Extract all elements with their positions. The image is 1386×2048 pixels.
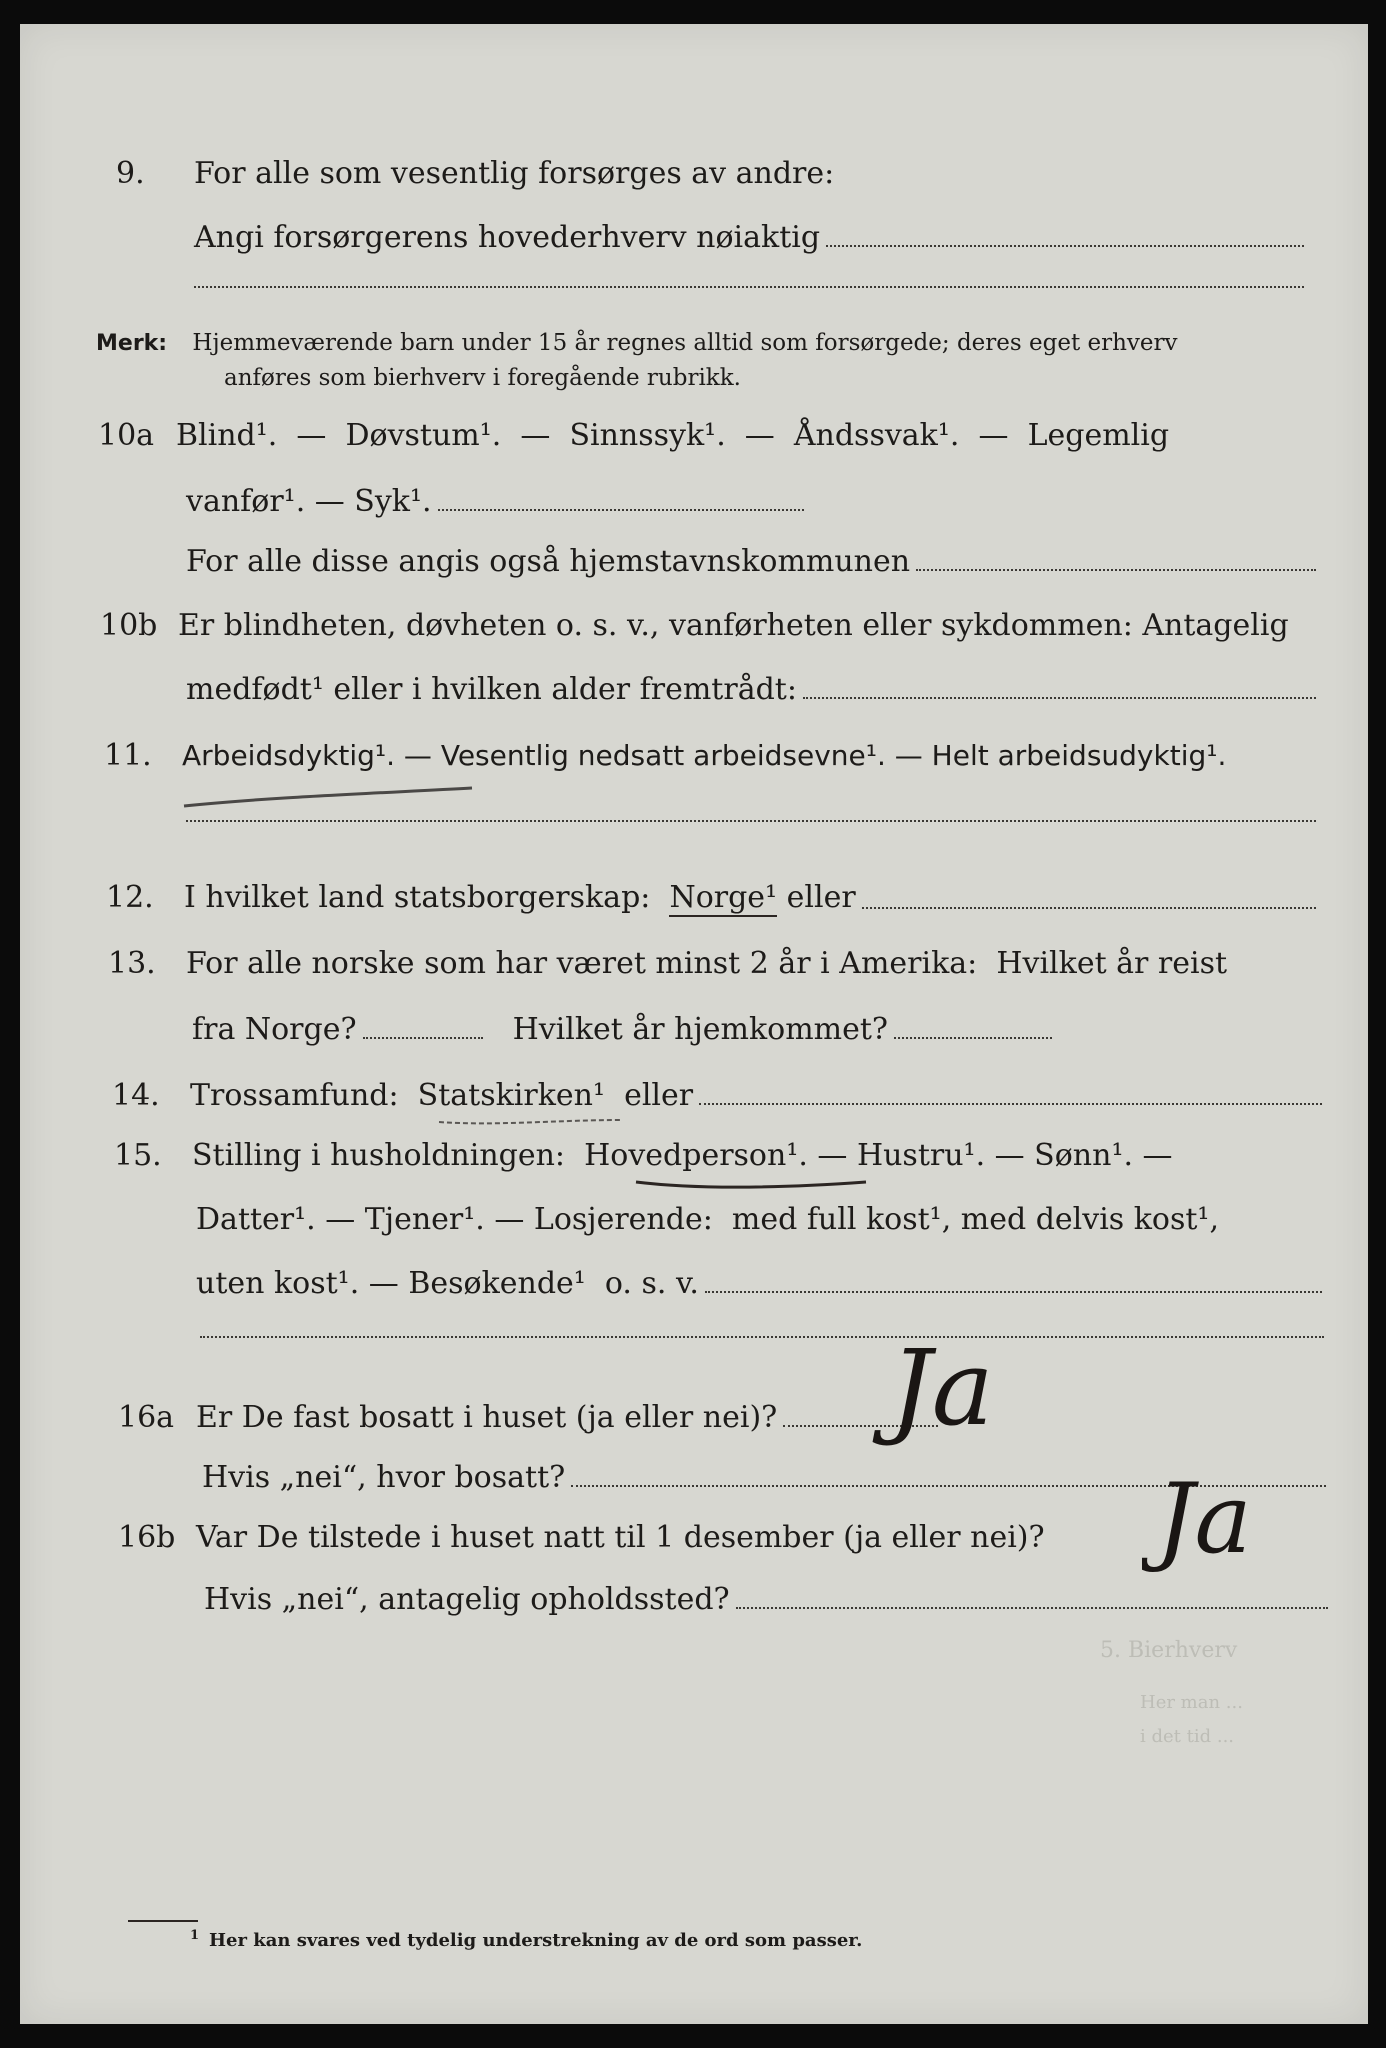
q10a-number: 10a bbox=[98, 418, 155, 453]
q9-answer-line[interactable] bbox=[826, 244, 1304, 247]
q10b-answer-line[interactable] bbox=[803, 696, 1316, 699]
q15-line3 bbox=[196, 1266, 1322, 1301]
q12-number: 12. bbox=[106, 880, 154, 915]
q15-line1 bbox=[114, 1138, 1336, 1173]
q16a-number: 16a bbox=[118, 1400, 175, 1435]
q14-handwritten-underline bbox=[436, 1114, 626, 1130]
merk-text-line1: Hjemmeværende barn under 15 år regnes alltid som forsørgede; deres eget erhverv bbox=[192, 330, 1178, 356]
q9-line1 bbox=[116, 156, 1296, 191]
q10a-line1 bbox=[98, 418, 1318, 453]
q16b-answer-text: Ja bbox=[1156, 1463, 1252, 1575]
q14-number: 14. bbox=[112, 1078, 160, 1113]
footnote-marker: 1 bbox=[190, 1928, 200, 1943]
q12-answer-line[interactable] bbox=[862, 906, 1316, 909]
q14-or: eller bbox=[605, 1078, 694, 1113]
q13-returned-label: Hvilket år hjemkommet? bbox=[512, 1012, 889, 1047]
q15-answer-line[interactable] bbox=[705, 1290, 1322, 1293]
q14-option-state-church[interactable]: Statskirken¹ bbox=[417, 1078, 606, 1113]
q13-left-norway-label: fra Norge? bbox=[192, 1012, 357, 1047]
q16b-location-label: Hvis „nei“, antagelig opholdssted? bbox=[204, 1582, 730, 1617]
q13-line1 bbox=[108, 946, 1330, 981]
merk-note bbox=[96, 326, 1178, 395]
q16a-elsewhere-label: Hvis „nei“, hvor bosatt? bbox=[202, 1460, 566, 1495]
q15-line2 bbox=[196, 1202, 1336, 1237]
q13-left-year-line[interactable] bbox=[363, 1036, 483, 1039]
q14-answer-line[interactable] bbox=[699, 1102, 1322, 1105]
footnote-rule bbox=[128, 1920, 198, 1922]
q15-answer-line-2[interactable] bbox=[200, 1336, 1324, 1338]
q10a-answer-line[interactable] bbox=[438, 508, 804, 511]
bleed-through-text-2: i det tid ... bbox=[1140, 1726, 1235, 1747]
q14-line bbox=[112, 1078, 1322, 1113]
merk-text-line2: anføres som bierhverv i foregående rubrikk. bbox=[224, 365, 741, 391]
footnote-text: Her kan svares ved tydelig understrekning av de ord som passer. bbox=[209, 1930, 863, 1951]
q10a-line3 bbox=[186, 544, 1316, 579]
q16a-answer-text: Ja bbox=[890, 1327, 994, 1449]
q16a-question: Er De fast bosatt i huset (ja eller nei)? bbox=[196, 1400, 778, 1435]
footnote bbox=[190, 1928, 862, 1951]
q10b-question: Er blindheten, døvheten o. s. v., vanførheten eller sykdommen: Antagelig bbox=[178, 608, 1289, 643]
q10a-options-cont: vanfør¹. — Syk¹. bbox=[186, 484, 432, 519]
q13-number: 13. bbox=[108, 946, 156, 981]
q16b-handwritten-answer bbox=[1142, 1454, 1348, 1594]
q9-question: For alle som vesentlig forsørges av andre: bbox=[194, 156, 835, 191]
q15-option-head[interactable]: Hovedperson¹ bbox=[584, 1138, 799, 1173]
q10b-line1 bbox=[100, 608, 1330, 643]
q15-handwritten-underline bbox=[632, 1172, 872, 1196]
q10b-line2 bbox=[186, 672, 1316, 707]
q10a-options: Blind¹. — Døvstum¹. — Sinnssyk¹. — Åndssvak¹. — Legemlig bbox=[176, 418, 1170, 453]
census-form-page bbox=[20, 24, 1368, 2024]
q12-question: I hvilket land statsborgerskap: bbox=[184, 880, 670, 915]
q10b-number: 10b bbox=[100, 608, 158, 643]
q11-number: 11. bbox=[104, 738, 152, 773]
q15-options-end: uten kost¹. — Besøkende¹ o. s. v. bbox=[196, 1266, 699, 1301]
q16b-location-line[interactable] bbox=[736, 1606, 1328, 1609]
q15-number: 15. bbox=[114, 1138, 162, 1173]
q13-question: For alle norske som har været minst 2 år i Amerika: Hvilket år reist bbox=[186, 946, 1228, 981]
merk-label: Merk: bbox=[96, 331, 168, 356]
q15-question: Stilling i husholdningen: bbox=[192, 1138, 585, 1173]
q9-provider-label: Angi forsørgerens hovederhverv nøiaktig bbox=[194, 220, 821, 255]
q10b-question-cont: medfødt¹ eller i hvilken alder fremtrådt: bbox=[186, 672, 797, 707]
q11-options-rest: — Vesentlig nedsatt arbeidsevne¹. — Helt arbeidsudyktig¹. bbox=[395, 739, 1227, 772]
q10a-hometown-line[interactable] bbox=[916, 568, 1316, 571]
q15-options-rest: . — Hustru¹. — Sønn¹. — bbox=[798, 1138, 1173, 1173]
q16b-number: 16b bbox=[118, 1520, 176, 1555]
q12-or: eller bbox=[777, 880, 856, 915]
q13-returned-year-line[interactable] bbox=[894, 1036, 1052, 1039]
q16b-line1 bbox=[118, 1520, 1148, 1555]
q11-option-fit[interactable]: Arbeidsdyktig¹. bbox=[182, 739, 396, 772]
q11-answer-line[interactable] bbox=[186, 820, 1316, 822]
q9-line2 bbox=[194, 220, 1304, 255]
q16a-line1 bbox=[118, 1400, 938, 1435]
q16a-handwritten-answer bbox=[870, 1312, 1070, 1462]
q10a-hometown-label: For alle disse angis også hjemstavnskommunen bbox=[186, 544, 911, 579]
q11-line bbox=[104, 738, 1344, 773]
q11-handwritten-underline bbox=[180, 776, 480, 816]
q13-line2 bbox=[192, 1012, 1052, 1047]
bleed-through-label: 5. Bierhverv bbox=[1100, 1638, 1238, 1663]
q16b-line2 bbox=[204, 1582, 1328, 1617]
q9-answer-line-2[interactable] bbox=[194, 286, 1304, 288]
bleed-through-text-1: Her man ... bbox=[1140, 1692, 1243, 1713]
q12-line bbox=[106, 880, 1316, 917]
q15-options-cont: Datter¹. — Tjener¹. — Losjerende: med full kost¹, med delvis kost¹, bbox=[196, 1202, 1219, 1237]
q14-question: Trossamfund: bbox=[190, 1078, 418, 1113]
q12-option-norway[interactable]: Norge¹ bbox=[669, 880, 778, 915]
q16b-question: Var De tilstede i huset natt til 1 desember (ja eller nei)? bbox=[196, 1520, 1045, 1555]
q10a-line2 bbox=[186, 484, 804, 519]
q9-number: 9. bbox=[116, 156, 145, 191]
